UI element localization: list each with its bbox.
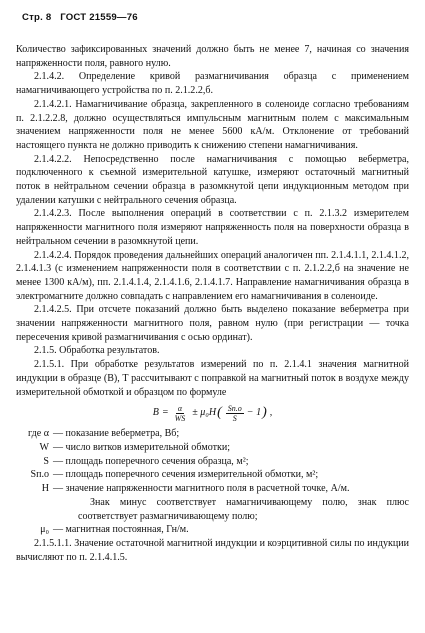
definition-row [16, 441, 409, 455]
paragraph-2-1-4-2-2: 2.1.4.2.2. Непосредственно после намагничивания с помощью веберметра, подключенного к съемной измерительной катушке, измеряют остаточный магнитный поток в нейтральном сечении образца в разомкнутой цепи индукционным методом при удалении катушки с нейтрального сечения образца. [16, 153, 409, 206]
definitions-list [16, 427, 409, 537]
paragraph-2-1-4-2-4: 2.1.4.2.4. Порядок проведения дальнейших операций аналогичен пп. 2.1.4.1.1, 2.1.4.1.2, 2.1.4.1.3 (с изменением напряженности поля в соответствии с п. 2.1.2.2,б на значение не менее 1300 кА/м), пп. 2.1.4.1.4, 2.1.4.1.6, 2.1.4.1.7. Направление намагничивания образца в электромагните должно совпадать с направлением его намагничивания в соленоиде. [16, 249, 409, 302]
paragraph-2-1-4-2-3: 2.1.4.2.3. После выполнения операций в соответствии с п. 2.1.3.2 измерителем напряженности магнитного поля измеряют напряженность поля на поверхности образца в нейтральном сечении в разомкнутой цепи. [16, 208, 409, 247]
formula-pm-term: ± μ₀H [192, 407, 217, 419]
definition-symbol: μ₀ [40, 524, 49, 536]
paragraph-2-1-4-2: 2.1.4.2. Определение кривой размагничивания образца с применением намагничивающего устройства по п. 2.1.2.2,б. [16, 71, 409, 97]
definition-text: — площадь поперечного сечения измерительной обмотки, м²; [53, 469, 319, 481]
paragraph-2-1-4-2-5: 2.1.4.2.5. При отсчете показаний должно быть выделено показание веберметра при значении напряженности магнитного поля, равном нулю (при регистрации — точка пересечения кривой размагничивания с осью ординат). [16, 304, 409, 343]
formula-den-1: WS [174, 413, 186, 423]
sign-note: Знак минус соответствует намагничивающему полю, знак плюс соответствует размагничивающему полю; [78, 496, 409, 522]
definition-row [16, 482, 409, 496]
paragraph-2-1-4-2-1: 2.1.4.2.1. Намагничивание образца, закрепленного в соленоиде согласно требованиям п. 2.1.2.2.8, должно осуществляться импульсным магнитным полем с максимальным значением напряженности поля не менее 5600 кА/м. Отклонение от требований настоящего пункта не должно приводить к снижению степени намагничивания. [16, 98, 409, 151]
formula-fraction-2 [226, 404, 244, 423]
definition-symbol: где α [28, 428, 49, 440]
formula-lhs: B [152, 407, 159, 419]
definition-row [16, 468, 409, 482]
definition-row [16, 523, 409, 537]
definition-row [16, 455, 409, 469]
page-header [22, 12, 409, 23]
paragraph-2-1-5-1-1: 2.1.5.1.1. Значение остаточной магнитной индукции и коэрцитивной силы по индукции вычисляют по п. 2.1.4.1.5. [16, 537, 409, 563]
definition-symbol: Sп.о [30, 469, 49, 481]
definition-text: — магнитная постоянная, Гн/м. [53, 524, 189, 536]
paragraph-intro: Количество зафиксированных значений должно быть не менее 7, начиная со значения напряженности поля, равного нулю. [16, 44, 409, 69]
definition-text: — число витков измерительной обмотки; [53, 441, 231, 453]
formula-minus-one: − 1 [246, 407, 262, 419]
definition-text: — показание веберметра, Вб; [53, 428, 180, 440]
document-body [16, 43, 409, 564]
standard-code: ГОСТ 21559—76 [60, 12, 138, 23]
formula-fraction-1 [175, 404, 186, 423]
definition-symbol: W [39, 441, 49, 453]
formula-paren-close: ) [262, 405, 267, 421]
formula-den-2: S [232, 413, 237, 423]
definition-row [16, 427, 409, 441]
definition-symbol: H [41, 483, 49, 495]
formula-comma: , [269, 407, 273, 419]
formula-paren-open: ( [217, 405, 222, 421]
formula-equals: = [161, 407, 169, 419]
section-heading-2-1-5: 2.1.5. Обработка результатов. [34, 345, 160, 357]
definition-text: — площадь поперечного сечения образца, м²; [53, 455, 249, 467]
induction-formula [16, 399, 409, 427]
page-number: Стр. 8 [22, 12, 52, 23]
paragraph-2-1-5-1: 2.1.5.1. При обработке результатов измерений по п. 2.1.4.1 значения магнитной индукции в образце (В), Т рассчитывают с поправкой на магнитный поток в воздухе между измерительной обмоткой и образцом по формуле [16, 359, 409, 398]
definition-symbol: S [43, 455, 49, 467]
formula-num-2: Sп.о [227, 403, 242, 413]
definition-text: — значение напряженности магнитного поля в расчетной точке, А/м. [53, 483, 350, 495]
formula-num-1: α [177, 403, 183, 413]
